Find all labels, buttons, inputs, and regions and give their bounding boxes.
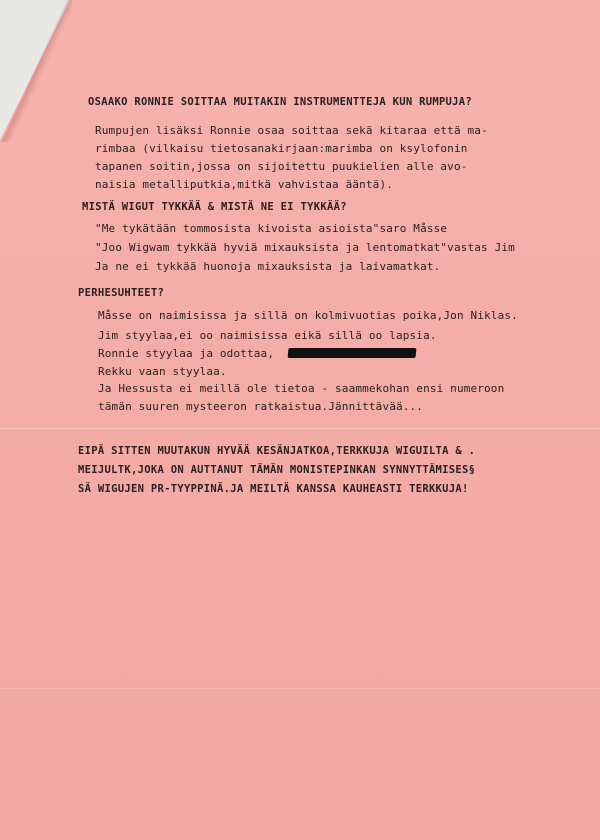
closing-line: MEIJULTK,JOKA ON AUTTANUT TÄMÄN MONISTEPINKAN SYNNYTTÄMISES§	[78, 464, 476, 476]
section-line: Jim styylaa,ei oo naimisissa eikä sillä oo lapsia.	[98, 329, 437, 342]
section-line: Måsse on naimisissa ja sillä on kolmivuotias poika,Jon Niklas.	[98, 309, 518, 322]
paper-crease	[0, 688, 600, 691]
section-heading-family: PERHESUHTEET?	[78, 287, 165, 299]
section-line: "Joo Wigwam tykkää hyviä mixauksista ja lentomatkat"vastas Jim	[95, 241, 515, 254]
section-line: Rumpujen lisäksi Ronnie osaa soittaa sekä kitaraa että ma-	[95, 124, 488, 137]
paper-crease	[0, 428, 600, 431]
section-line: Ja ne ei tykkää huonoja mixauksista ja laivamatkat.	[95, 260, 441, 273]
section-line: tapanen soitin,jossa on sijoitettu puukielien alle avo-	[95, 160, 468, 173]
section-line: "Me tykätään tommosista kivoista asioista"saro Måsse	[95, 222, 448, 235]
section-heading-instruments: OSAAKO RONNIE SOITTAA MUITAKIN INSTRUMENTTEJA KUN RUMPUJA?	[88, 96, 473, 108]
section-line: Ronnie styylaa ja odottaa,	[98, 347, 275, 360]
redaction-bar	[287, 348, 416, 358]
section-line: tämän suuren mysteeron ratkaistua.Jännittävää...	[98, 400, 424, 413]
section-line: Ja Hessusta ei meillä ole tietoa - saammekohan ensi numeroon	[98, 382, 505, 395]
section-line: Rekku vaan styylaa.	[98, 365, 227, 378]
section-line: rimbaa (vilkaisu tietosanakirjaan:marimba on ksylofonin	[95, 142, 468, 155]
closing-line: EIPÄ SITTEN MUUTAKUN HYVÄÄ KESÄNJATKOA,TERKKUJA WIGUILTA & .	[78, 445, 476, 457]
section-heading-likes: MISTÄ WIGUT TYKKÄÄ & MISTÄ NE EI TYKKÄÄ?	[82, 201, 347, 213]
fold-shadow	[0, 0, 72, 142]
closing-line: SÄ WIGUJEN PR-TYYPPINÄ.JA MEILTÄ KANSSA KAUHEASTI TERKKUJA!	[78, 483, 469, 495]
section-line: naisia metalliputkia,mitkä vahvistaa ääntä).	[95, 178, 393, 191]
